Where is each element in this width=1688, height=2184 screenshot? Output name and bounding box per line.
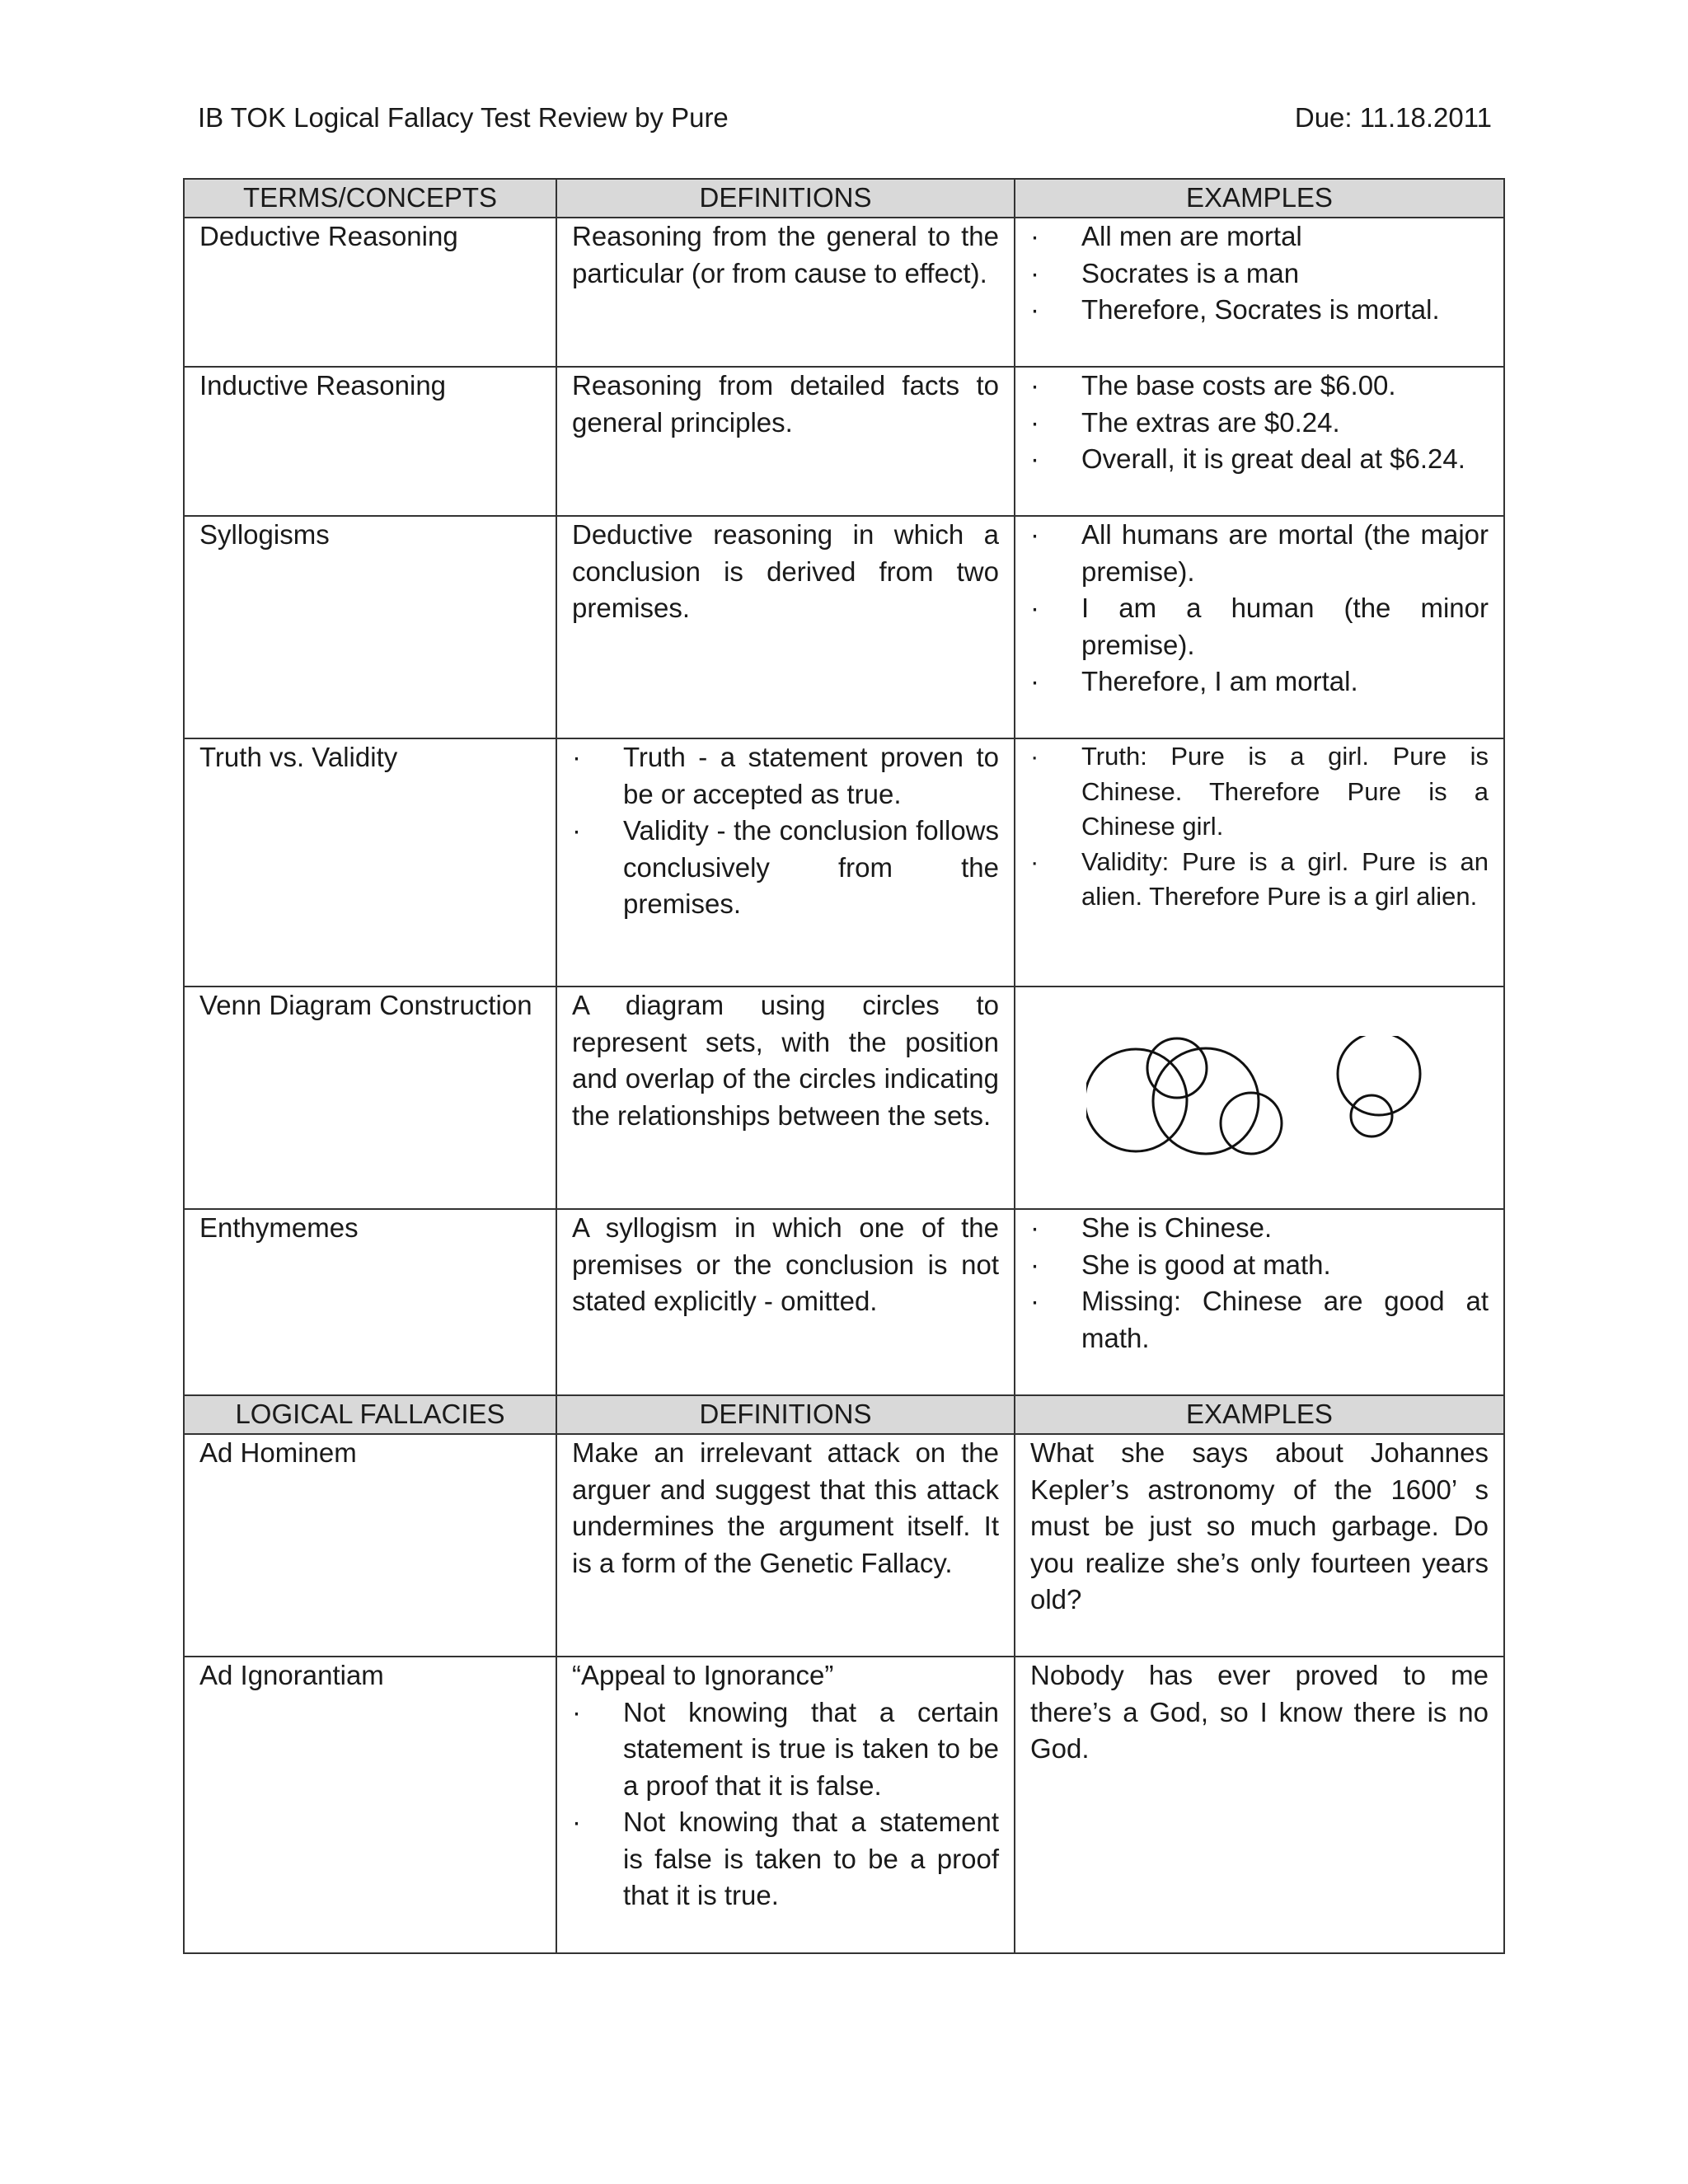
examples-cell <box>1015 367 1504 516</box>
definition-intro: “Appeal to Ignorance” <box>572 1660 834 1690</box>
list-item: · All men are mortal <box>1030 218 1489 255</box>
list-item: · She is good at math. <box>1030 1247 1489 1284</box>
definition-cell: Deductive reasoning in which a conclusion is derived from two premises. <box>556 516 1015 738</box>
term-cell: Truth vs. Validity <box>184 738 556 987</box>
examples-list <box>1030 218 1489 329</box>
venn-circle <box>1086 1049 1187 1151</box>
examples-cell: Nobody has ever proved to me there’s a God, so I know there is no God. <box>1015 1657 1504 1953</box>
list-item: · I am a human (the minor premise). <box>1030 590 1489 663</box>
table-row <box>184 218 1504 367</box>
page-header <box>198 97 1492 138</box>
list-item: · Truth: Pure is a girl. Pure is Chinese. Therefore Pure is a Chinese girl. <box>1030 739 1489 845</box>
examples-cell <box>1015 1209 1504 1395</box>
term-cell: Syllogisms <box>184 516 556 738</box>
list-item: · Validity: Pure is a girl. Pure is an alien. Therefore Pure is a girl alien. <box>1030 845 1489 915</box>
list-item: · Not knowing that a statement is false is taken to be a proof that it is true. <box>572 1804 999 1915</box>
definition-cell: A syllogism in which one of the premises or the conclusion is not stated explicitly - omitted. <box>556 1209 1015 1395</box>
document-title: IB TOK Logical Fallacy Test Review by Pure <box>198 102 729 133</box>
venn-circles-icon <box>1086 1036 1432 1160</box>
table-row <box>184 516 1504 738</box>
table-header-row <box>184 179 1504 218</box>
list-item: · Overall, it is great deal at $6.24. <box>1030 441 1489 478</box>
list-item: · The base costs are $6.00. <box>1030 368 1489 405</box>
examples-list <box>1030 739 1489 915</box>
term-cell: Ad Hominem <box>184 1434 556 1657</box>
list-item: · All humans are mortal (the major premise). <box>1030 517 1489 590</box>
definition-cell: A diagram using circles to represent sets, with the position and overlap of the circles indicating the relationships between the sets. <box>556 987 1015 1209</box>
list-item: · She is Chinese. <box>1030 1210 1489 1247</box>
term-cell: Enthymemes <box>184 1209 556 1395</box>
venn-diagram-cell <box>1015 987 1504 1209</box>
list-item: · Truth - a statement proven to be or accepted as true. <box>572 739 999 813</box>
venn-circle <box>1338 1036 1420 1115</box>
column-header-examples: EXAMPLES <box>1015 1395 1504 1434</box>
table-row <box>184 1657 1504 1953</box>
term-cell: Venn Diagram Construction <box>184 987 556 1209</box>
venn-circle <box>1221 1093 1282 1154</box>
examples-list <box>1030 1210 1489 1357</box>
definition-cell: Make an irrelevant attack on the arguer and suggest that this attack undermines the argument itself. It is a form of the Genetic Fallacy. <box>556 1434 1015 1657</box>
column-header-examples: EXAMPLES <box>1015 179 1504 218</box>
table-row <box>184 738 1504 987</box>
column-header-terms: TERMS/CONCEPTS <box>184 179 556 218</box>
list-item: · Not knowing that a certain statement is true is taken to be a proof that it is false. <box>572 1694 999 1805</box>
list-item: · Missing: Chinese are good at math. <box>1030 1283 1489 1357</box>
definition-cell: Reasoning from detailed facts to general principles. <box>556 367 1015 516</box>
definition-list <box>572 1694 999 1915</box>
examples-cell <box>1015 218 1504 367</box>
term-cell: Deductive Reasoning <box>184 218 556 367</box>
due-date: Due: 11.18.2011 <box>1294 102 1492 133</box>
term-cell: Ad Ignorantiam <box>184 1657 556 1953</box>
table-row <box>184 1434 1504 1657</box>
term-cell: Inductive Reasoning <box>184 367 556 516</box>
examples-cell <box>1015 516 1504 738</box>
list-item: · The extras are $0.24. <box>1030 405 1489 442</box>
definition-cell <box>556 1657 1015 1953</box>
table-row <box>184 367 1504 516</box>
column-header-fallacies: LOGICAL FALLACIES <box>184 1395 556 1434</box>
examples-cell <box>1015 738 1504 987</box>
table-row <box>184 1209 1504 1395</box>
examples-list <box>1030 517 1489 701</box>
definition-cell: Reasoning from the general to the particular (or from cause to effect). <box>556 218 1015 367</box>
list-item: · Therefore, Socrates is mortal. <box>1030 292 1489 329</box>
list-item: · Socrates is a man <box>1030 255 1489 293</box>
column-header-definitions: DEFINITIONS <box>556 1395 1015 1434</box>
definition-cell <box>556 738 1015 987</box>
column-header-definitions: DEFINITIONS <box>556 179 1015 218</box>
review-table <box>183 178 1505 1954</box>
venn-diagram <box>1015 1036 1503 1160</box>
examples-list <box>1030 368 1489 478</box>
list-item: · Validity - the conclusion follows conclusively from the premises. <box>572 813 999 923</box>
table-header-row <box>184 1395 1504 1434</box>
venn-circle <box>1351 1095 1392 1137</box>
definition-list <box>572 739 999 923</box>
table-row <box>184 987 1504 1209</box>
examples-cell: What she says about Johannes Kepler’s astronomy of the 1600’ s must be just so much garbage. Do you realize she’s only fourteen years old? <box>1015 1434 1504 1657</box>
list-item: · Therefore, I am mortal. <box>1030 663 1489 701</box>
